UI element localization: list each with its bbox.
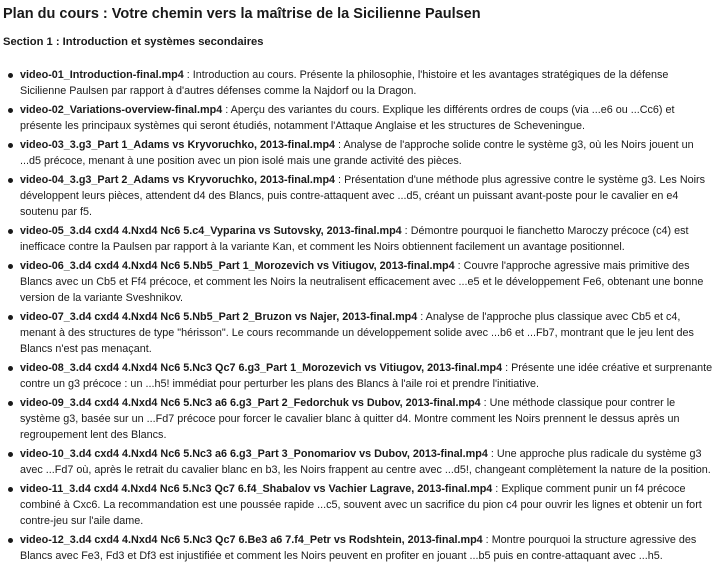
separator: : [480, 397, 490, 409]
video-filename: video-02_Variations-overview-final.mp4 [20, 104, 223, 116]
video-filename: video-08_3.d4 cxd4 4.Nxd4 Nc6 5.Nc3 Qc7 6.g3_Part 1_Morozevich vs Vitiugov, 2013-final.mp4 [20, 362, 503, 374]
video-filename: video-06_3.d4 cxd4 4.Nxd4 Nc6 5.Nb5_Part 1_Morozevich vs Vitiugov, 2013-final.mp4 [20, 260, 455, 272]
list-item [3, 481, 714, 529]
video-filename: video-07_3.d4 cxd4 4.Nxd4 Nc6 5.Nb5_Part 2_Bruzon vs Najer, 2013-final.mp4 [20, 311, 418, 323]
separator: : [417, 311, 426, 323]
video-filename: video-10_3.d4 cxd4 4.Nxd4 Nc6 5.Nc3 a6 6.g3_Part 3_Ponomariov vs Dubov, 2013-final.mp4 [20, 448, 488, 460]
separator: : [222, 104, 231, 116]
page-title: Plan du cours : Votre chemin vers la maîtrise de la Sicilienne Paulsen [3, 6, 481, 22]
video-description: Démontre pourquoi le fianchetto Maroczy précoce (c4) est inefficace contre la Paulsen par rapport à la variante Kan, et comment les Noirs obtiennent facilement un avantage positionnel. [20, 225, 689, 253]
video-description: Une méthode classique pour contrer le système g3, basée sur un ...Fd7 précoce pour forcer le cavalier blanc à quitter d4. Montre comment les Noirs prennent le dessus après un regroupement lent des Blancs. [20, 397, 680, 441]
list-item [3, 309, 714, 357]
video-description: Présente une idée créative et surprenante contre un g3 précoce : un ...h5! immédiat pour perturber les plans des Blancs à l'aile roi et prendre l'initiative. [20, 362, 713, 390]
video-description: Explique comment punir un f4 précoce combiné à Cxc6. La recommandation est une poussée rapide ...c5, souvent avec un sacrifice du pion c4 pour ouvrir les lignes et obtenir un fort contre-jeu sur l'aile dame. [20, 483, 702, 527]
separator: : [502, 362, 512, 374]
list-item [3, 102, 714, 134]
list-item [3, 446, 714, 478]
video-description: Couvre l'approche agressive mais primitive des Blancs avec un Cb5 et Ff4 précoce, et comment les Noirs la neutralisent efficacement avec ...e5 et le développement Fe6, obtenant une bonne version de la variante Sveshnikov. [20, 260, 704, 304]
video-filename: video-11_3.d4 cxd4 4.Nxd4 Nc6 5.Nc3 Qc7 6.f4_Shabalov vs Vachier Lagrave, 2013-final.mp4 [20, 483, 493, 495]
video-list [3, 67, 720, 564]
video-filename: video-04_3.g3_Part 2_Adams vs Kryvoruchko, 2013-final.mp4 [20, 174, 336, 186]
video-filename: video-09_3.d4 cxd4 4.Nxd4 Nc6 5.Nc3 a6 6.g3_Part 2_Fedorchuk vs Dubov, 2013-final.mp4 [20, 397, 481, 409]
video-description: Analyse de l'approche plus classique avec Cb5 et c4, menant à des structures de type "hérisson". Le cours recommande un développement solide avec ...b6 et ...Fb7, montrant que le jeu lent des Blancs n'est pas menaçant. [20, 311, 694, 355]
separator: : [487, 448, 497, 460]
list-item [3, 532, 714, 564]
separator: : [492, 483, 502, 495]
video-filename: video-05_3.d4 cxd4 4.Nxd4 Nc6 5.c4_Vyparina vs Sutovsky, 2013-final.mp4 [20, 225, 402, 237]
video-filename: video-12_3.d4 cxd4 4.Nxd4 Nc6 5.Nc3 Qc7 6.Be3 a6 7.f4_Petr vs Rodshtein, 2013-final.mp4 [20, 534, 483, 546]
list-item [3, 172, 714, 220]
list-item [3, 258, 714, 306]
separator: : [454, 260, 464, 272]
video-filename: video-01_Introduction-final.mp4 [20, 69, 184, 81]
list-item [3, 395, 714, 443]
separator: : [335, 174, 345, 186]
separator: : [482, 534, 492, 546]
video-filename: video-03_3.g3_Part 1_Adams vs Kryvoruchko, 2013-final.mp4 [20, 139, 336, 151]
separator: : [335, 139, 344, 151]
video-description: Montre pourquoi la structure agressive des Blancs avec Fe3, Fd3 et Df3 est injustifiée et comment les Noirs peuvent en profiter en jouant ...b5 puis en contre-attaquant avec ...h5. [20, 534, 697, 562]
video-description: Une approche plus radicale du système g3 avec ...Fd7 où, après le retrait du cavalier blanc en b3, les Noirs frappent au centre avec ...d5!, changeant complètement la nature de la position. [20, 448, 711, 476]
video-description: Présentation d'une méthode plus agressive contre le système g3. Les Noirs développent leurs pièces, attendent d4 des Blancs, puis contre-attaquent avec ...d5, créant un puissant avant-poste pour le cavalier en e4 soutenu par f5. [20, 174, 706, 218]
section-heading: Section 1 : Introduction et systèmes secondaires [3, 36, 264, 48]
list-item [3, 223, 714, 255]
list-item [3, 67, 714, 99]
list-item [3, 360, 714, 392]
separator: : [183, 69, 193, 81]
video-description: Introduction au cours. Présente la philosophie, l'histoire et les avantages stratégiques de la défense Sicilienne Paulsen par rapport à d'autres défenses comme la Najdorf ou la Dragon. [20, 69, 669, 97]
video-description: Analyse de l'approche solide contre le système g3, où les Noirs jouent un ...d5 précoce, menant à une position avec un pion isolé mais une grande activité des pièces. [20, 139, 694, 167]
separator: : [401, 225, 411, 237]
list-item [3, 137, 714, 169]
video-description: Aperçu des variantes du cours. Explique les différents ordres de coups (via ...e6 ou ...Cc6) et présente les principaux systèmes qui seront étudiés, notamment l'Attaque Anglaise et les structures de Scheveningue. [20, 104, 675, 132]
